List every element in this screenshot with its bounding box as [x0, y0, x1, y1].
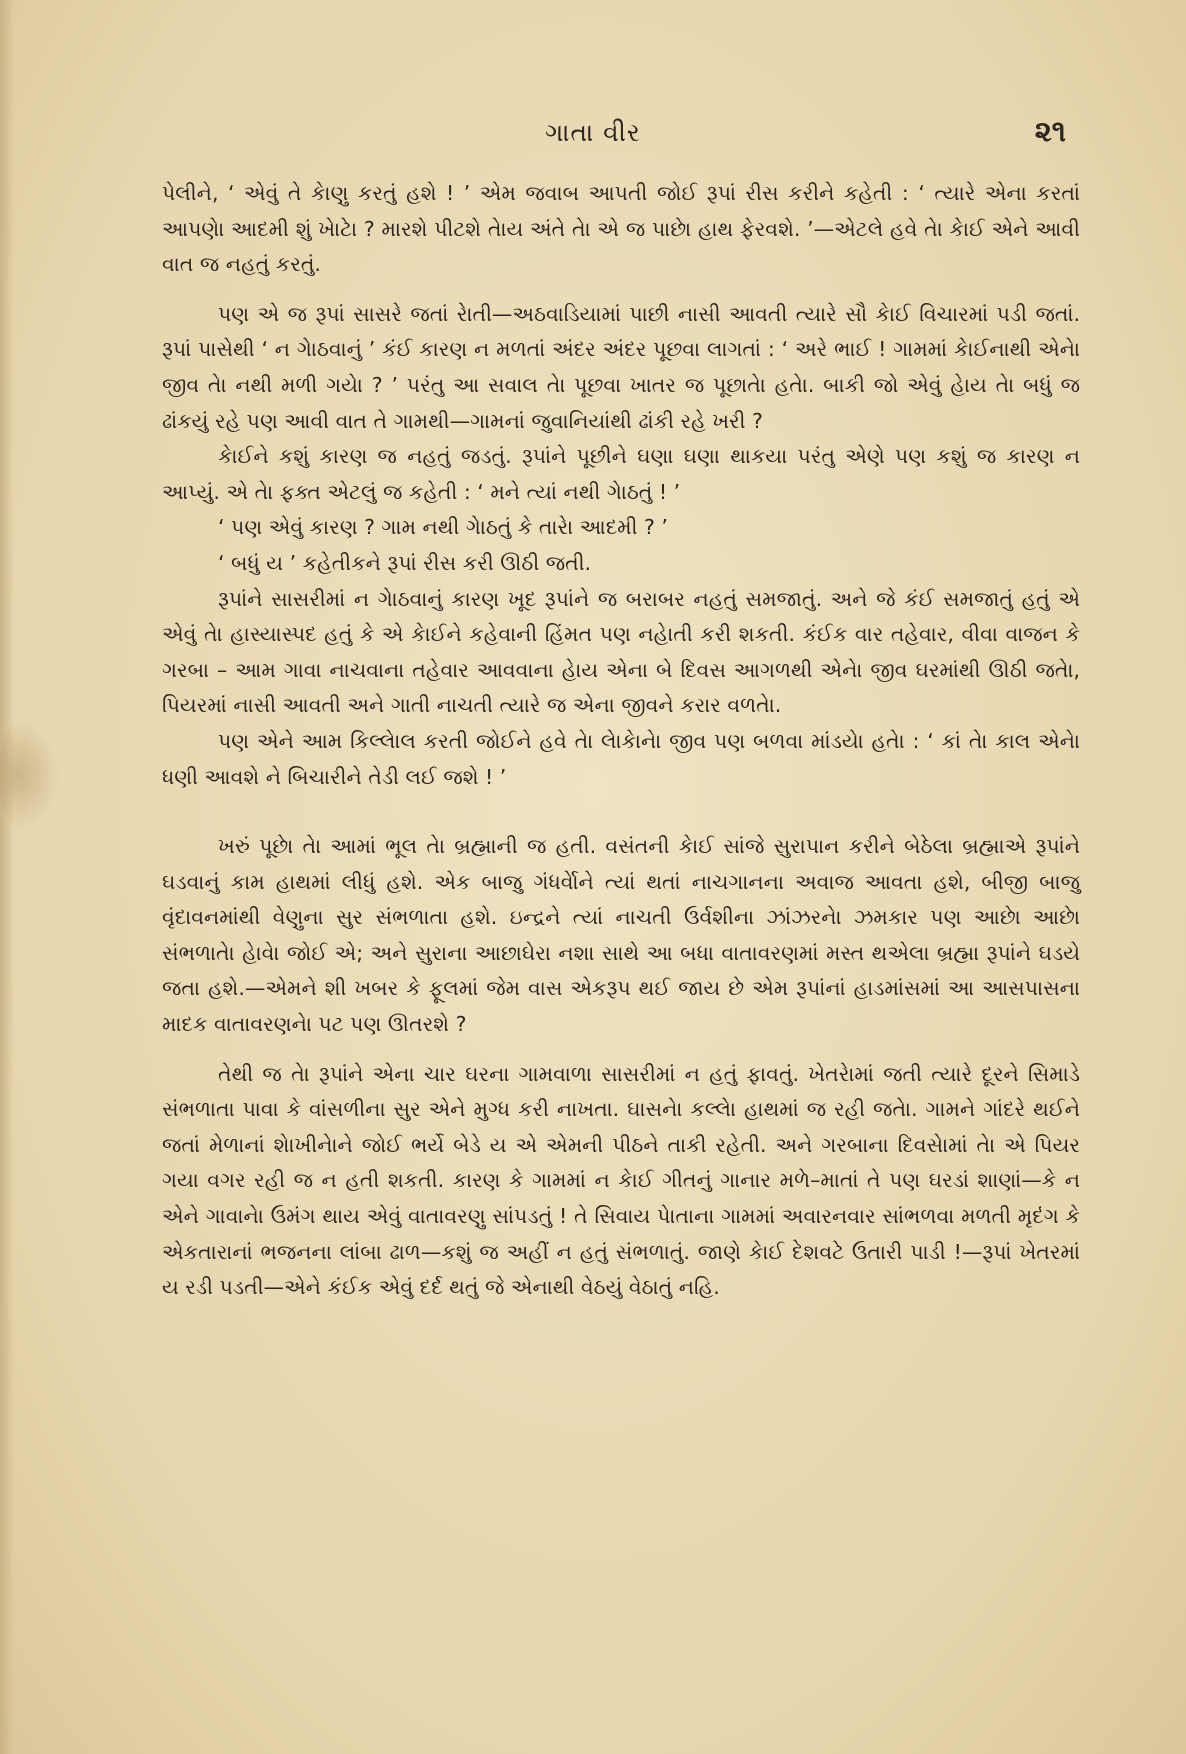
page-body: [162, 176, 1080, 1306]
paragraph-2: પણ એ જ રૂપાં સાસરે જતાં રેાતી—અઠવાડિયામાં પાછી નાસી આવતી ત્યારે સૌ કેાઈ વિચારમાં પડી જતાં. રૂપાં પાસેથી ‘ ન ગેાઠવાનું ’ કંઈ કારણ ન મળતાં અંદર અંદર પૂછવા લાગતાં : ‘ અરે ભાઈ ! ગામમાં કેાઈનાથી એનેા જીવ તેા નથી મળી ગયેા ? ’ પરંતુ આ સવાલ તેા પૂછવા ખાતર જ પૂછાતેા હતેા. બાકી જો એવું હેાય તેા બધું જ ઢાંકયું રહે પણ આવી વાત તે ગામથી—ગામનાં જુવાનિયાંથી ઢાંકી રહે ખરી ?: [162, 301, 1080, 433]
paragraph-7: પણ એને આમ કિલ્લેાલ કરતી જોઈને હવે તેા લેાકેાનેા જીવ પણ બળવા માંડયેા હતેા : ‘ કાં તેા કાલ એનેા ધણી આવશે ને બિચારીને તેડી લઈ જશે ! ’: [162, 728, 1080, 789]
paragraph-4: ‘ પણ એવું કારણ ? ગામ નથી ગેાઠતું કે તારેા આદમી ? ’: [218, 515, 668, 540]
paragraph-3: કેાઈને કશું કારણ જ નહતું જડતું. રૂપાંને પૂછીને ઘણા ઘણા થાકયા પરંતુ એણે પણ કશું જ કારણ ન આપ્યું. એ તેા ફક્ત એટલું જ કહેતી : ‘ મને ત્યાં નથી ગેાઠતું ! ’: [162, 444, 1080, 504]
paragraph-8: ખરું પૂછેા તેા આમાં ભૂલ તેા બ્રહ્માની જ હતી. વસંતની કેાઈ સાંજે સુરાપાન કરીને બેઠેલા બ્રહ્માએ રૂપાંને ઘડવાનું કામ હાથમાં લીધું હશે. એક બાજુ ગંધર્વેાને ત્યાં થતાં નાચગાનના અવાજ આવતા હશે, બીજી બાજુ વૃંદાવનમાંથી વેણુના સુર સંભળાતા હશે. ઇન્દ્રને ત્યાં નાચતી ઉર્વશીના ઝાંઝરનેા ઝમકાર પણ આછેા આછેા સંભળાતેા હેાવેા જોઈ એ; અને સુરાના આછાઘેરા નશા સાથે આ બધા વાતાવરણમાં મસ્ત થએલા બ્રહ્મા રૂપાંને ઘડયે જતા હશે.—એમને શી ખબર કે ફૂલમાં જેમ વાસ એકરૂપ થઈ જાય છે એમ રૂપાંનાં હાડમાંસમાં આ આસપાસના માદક વાતાવરણનેા પટ પણ ઊતરશે ?: [162, 834, 1080, 1037]
paragraph-1: પેલીને, ‘ એવું તે કેાણુ કરતું હશે ! ’ એમ જવાબ આપતી જોઈ રૂપાં રીસ કરીને કહેતી : ‘ ત્યારે એના કરતાં આપણેા આદમી શું ખેાટેા ? મારશે પીટશે તેાય અંતે તેા એ જ પાછેા હાથ ફેરવશે. ’—એટલે હવે તેા કેાઈ એને આવી વાત જ નહતું કરતું.: [162, 181, 1080, 277]
paragraph-6: રૂપાંને સાસરીમાં ન ગેાઠવાનું કારણ ખૂદ રૂપાંને જ બરાબર નહતું સમજાતું. અને જે કંઈ સમજાતું હતું એ એવું તેા હાસ્યાસ્પદ હતું કે એ કેાઈને કહેવાની હિંમત પણ નહેાતી કરી શકતી. કંઈક વાર તહેવાર, વીવા વાજન કે ગરબા – આમ ગાવા નાચવાના તહેવાર આવવાના હેાય એના બે દિવસ આગળથી એનેા જીવ ઘરમાંથી ઊઠી જતેા, પિયરમાં નાસી આવતી અને ગાતી નાચતી ત્યારે જ એના જીવને કરાર વળતેા.: [162, 586, 1080, 718]
running-title: ગાતા વીર: [545, 118, 641, 147]
page-header: [120, 114, 1066, 158]
page-edge-shadow: [0, 0, 14, 1754]
page-number: ૨૧: [1034, 114, 1066, 148]
paper-stain: [0, 720, 60, 830]
paragraph-5: ‘ બધું ય ’ કહેતીકને રૂપાં રીસ કરી ઊઠી જતી.: [218, 550, 592, 575]
paragraph-9: તેથી જ તેા રૂપાંને એના ચાર ઘરના ગામવાળા સાસરીમાં ન હતું ફાવતું. ખેતરેામાં જતી ત્યારે દૂરને સિમાડે સંભળાતા પાવા કે વાંસળીના સુર એને મુગ્ધ કરી નાખતા. ઘાસનેા કલ્લેા હાથમાં જ રહી જતેા. ગામને ગાંદરે થઈને જતાં મેળાનાં શેાખીનેાને જોઈ ભર્યે બેડે ય એ એમની પીઠને તાકી રહેતી. અને ગરબાના દિવસેામાં તેા એ પિયર ગયા વગર રહી જ ન હતી શકતી. કારણ કે ગામમાં ન કેાઈ ગીતનું ગાનાર મળે–માતાં તે પણ ઘરડાં શાણાં—કે ન એને ગાવાનેા ઉમંગ થાય એવું વાતાવરણુ સાંપડતું ! તે સિવાય પેાતાના ગામમાં અવારનવાર સાંભળવા મળતી મૃદંગ કે એકતારાનાં ભજનના લાંબા ઢાળ—કશું જ અહીં ન હતું સંભળાતું. જાણે કેાઈ દેશવટે ઉતારી પાડી !—રૂપાં ખેતરમાં ય રડી પડતી—એને કંઈક એવું દર્દ થતું જે એનાથી વેઠયું વેઠાતું નહિ.: [162, 1061, 1080, 1300]
